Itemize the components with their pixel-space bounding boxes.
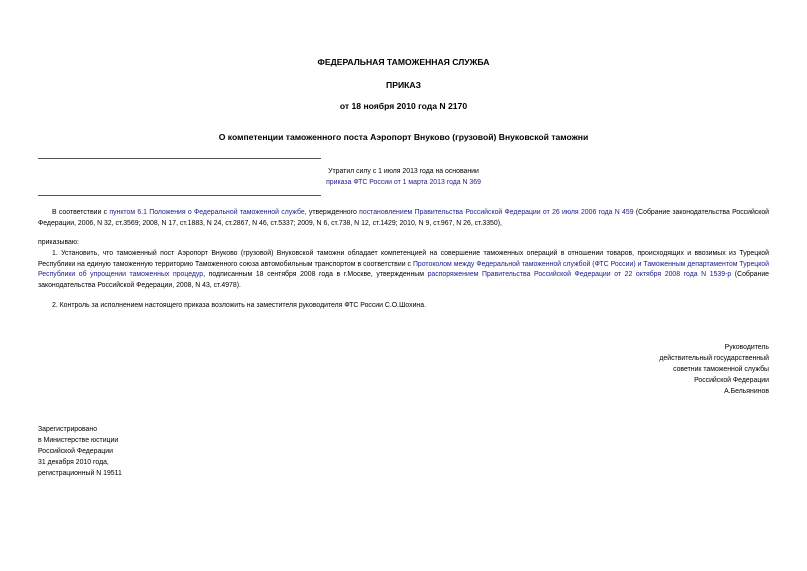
link-government-resolution[interactable]: постановлением Правительства Российской Федерации от 26 июля 2006 года N 459 xyxy=(359,209,634,216)
status-link[interactable]: приказа ФТС России от 1 марта 2013 года N 369 xyxy=(326,178,481,186)
document-date-number: от 18 ноября 2010 года N 2170 xyxy=(339,101,468,111)
item1-text-3: (Собрание законодательства Российской Федерации, 2008, N 43, ст.4978). xyxy=(38,271,769,289)
status-text: Утратил силу с 1 июля 2013 года на основании xyxy=(328,168,479,175)
link-regulation-point[interactable]: пунктом 6.1 Положения о Федеральной таможенной службе xyxy=(109,209,305,216)
link-protocol[interactable]: Протоколом между Федеральной таможенной службой (ФТС России) и Таможенным департаментом Турецкой Республики об упрощении таможенных процедур xyxy=(38,260,769,279)
status-note xyxy=(0,167,807,188)
signature-line: Российской Федерации xyxy=(694,376,769,384)
signature-block xyxy=(659,343,769,398)
link-government-order[interactable]: распоряжением Правительства Российской Федерации от 22 октября 2008 года N 1539-р xyxy=(427,271,732,279)
signature-line: Руководитель xyxy=(724,344,769,351)
item-1-paragraph xyxy=(38,249,769,291)
document-type: ПРИКАЗ xyxy=(386,80,421,90)
separator-bottom xyxy=(38,195,321,196)
registration-number: регистрационный N 19511 xyxy=(38,469,122,477)
agency-name: ФЕДЕРАЛЬНАЯ ТАМОЖЕННАЯ СЛУЖБА xyxy=(317,57,490,67)
order-word: приказываю: xyxy=(38,239,79,246)
item1-text-1: 1. Установить, что таможенный пост Аэропорт Внуково (грузовой) Внуковской таможни обладает компетенцией на совершение таможенных операций в отношении товаров, происходящих и ввозимых из Турецкой Республики на единую таможенную территорию Таможенного союза автомобильным транспортом в соответствии с xyxy=(38,250,769,268)
registration-line: Российской Федерации xyxy=(38,447,113,455)
registration-line: в Министерстве юстиции xyxy=(38,436,119,444)
signatory-name: А.Бельянинов xyxy=(724,387,769,395)
signature-line: действительный государственный xyxy=(659,354,769,362)
preamble-text-2: , утвержденного xyxy=(304,209,360,216)
item1-text-2: , подписанным 18 сентября 2008 года в г.Москве, утвержденным xyxy=(203,271,428,279)
preamble-text-1: В соответствии с xyxy=(52,209,110,216)
item-2-paragraph: 2. Контроль за исполнением настоящего приказа возложить на заместителя руководителя ФТС России С.О.Шохина. xyxy=(52,302,426,309)
separator-top xyxy=(38,158,321,159)
document-title: О компетенции таможенного поста Аэропорт Внуково (грузовой) Внуковской таможни xyxy=(218,132,589,142)
signature-line: советник таможенной службы xyxy=(673,365,769,373)
preamble-paragraph xyxy=(38,208,769,229)
registration-line: Зарегистрировано xyxy=(38,426,98,433)
registration-block xyxy=(38,425,122,480)
preamble-text-3: (Собрание законодательства Российской Федерации, 2006, N 32, ст.3569; 2008, N 17, ст.1883, N 24, ст.2867, N 46, ст.5337; 2009, N 6, ст.738, N 12, ст.1429; 2010, N 9, ст.967, N 26, ст.3350), xyxy=(38,209,770,227)
registration-line: 31 декабря 2010 года, xyxy=(38,458,109,466)
